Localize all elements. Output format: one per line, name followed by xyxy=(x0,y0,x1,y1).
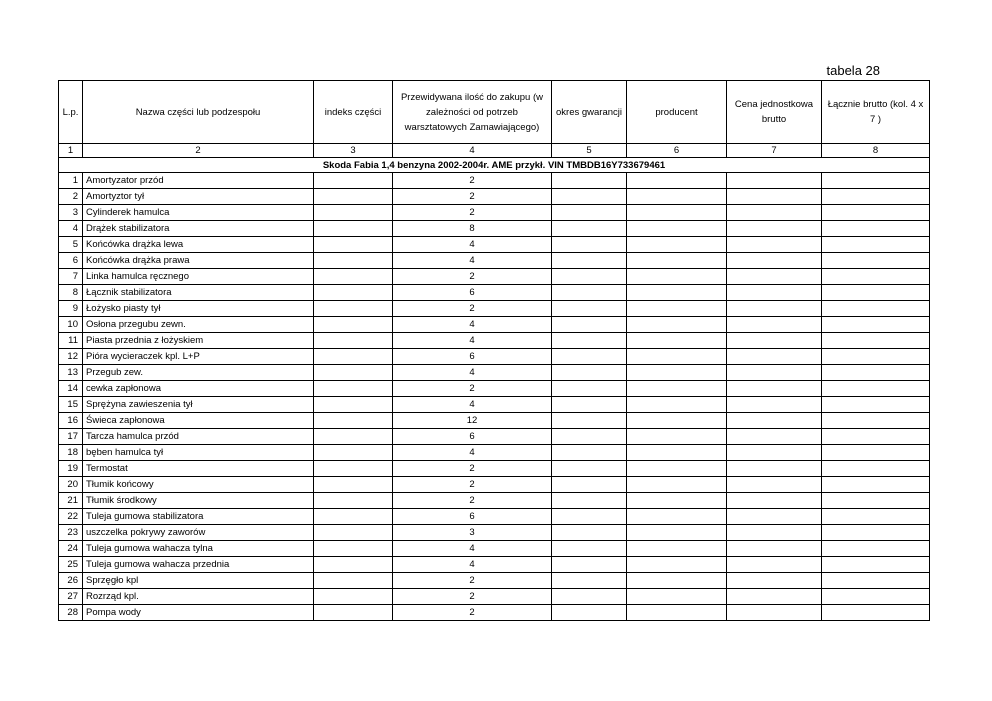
row-total xyxy=(822,397,930,413)
row-quantity: 2 xyxy=(393,269,552,285)
table-row xyxy=(59,413,930,429)
row-warranty xyxy=(552,477,627,493)
row-producer xyxy=(627,189,727,205)
row-producer xyxy=(627,493,727,509)
row-warranty xyxy=(552,573,627,589)
row-producer xyxy=(627,541,727,557)
row-warranty xyxy=(552,365,627,381)
row-warranty xyxy=(552,461,627,477)
row-total xyxy=(822,589,930,605)
row-warranty xyxy=(552,397,627,413)
row-unit-price xyxy=(727,189,822,205)
row-part-index xyxy=(314,285,393,301)
column-number: 6 xyxy=(627,144,727,158)
row-producer xyxy=(627,461,727,477)
table-row xyxy=(59,205,930,221)
row-part-name: Pióra wycieraczek kpl. L+P xyxy=(83,349,314,365)
row-quantity: 4 xyxy=(393,397,552,413)
row-part-name: Łącznik stabilizatora xyxy=(83,285,314,301)
column-number-row xyxy=(59,144,930,158)
row-unit-price xyxy=(727,349,822,365)
row-part-name: Świeca zapłonowa xyxy=(83,413,314,429)
row-quantity: 4 xyxy=(393,445,552,461)
row-part-name: Łożysko piasty tył xyxy=(83,301,314,317)
row-producer xyxy=(627,253,727,269)
row-unit-price xyxy=(727,237,822,253)
table-row xyxy=(59,461,930,477)
row-quantity: 4 xyxy=(393,333,552,349)
table-row xyxy=(59,333,930,349)
row-unit-price xyxy=(727,269,822,285)
row-total xyxy=(822,413,930,429)
row-part-index xyxy=(314,333,393,349)
row-producer xyxy=(627,477,727,493)
row-part-index xyxy=(314,509,393,525)
row-lp: 2 xyxy=(59,189,83,205)
row-total xyxy=(822,525,930,541)
row-unit-price xyxy=(727,605,822,621)
row-part-name: Tuleja gumowa wahacza przednia xyxy=(83,557,314,573)
row-lp: 5 xyxy=(59,237,83,253)
row-part-index xyxy=(314,413,393,429)
row-part-index xyxy=(314,381,393,397)
row-quantity: 2 xyxy=(393,173,552,189)
row-unit-price xyxy=(727,173,822,189)
row-quantity: 2 xyxy=(393,461,552,477)
row-part-name: Przegub zew. xyxy=(83,365,314,381)
table-row xyxy=(59,493,930,509)
row-unit-price xyxy=(727,525,822,541)
row-unit-price xyxy=(727,301,822,317)
row-unit-price xyxy=(727,461,822,477)
row-lp: 24 xyxy=(59,541,83,557)
table-row xyxy=(59,269,930,285)
row-part-index xyxy=(314,589,393,605)
row-total xyxy=(822,557,930,573)
header-unit-price: Cena jednostkowa brutto xyxy=(727,81,822,144)
header-warranty: okres gwarancji xyxy=(552,81,627,144)
row-total xyxy=(822,237,930,253)
row-lp: 21 xyxy=(59,493,83,509)
row-unit-price xyxy=(727,429,822,445)
row-unit-price xyxy=(727,221,822,237)
row-warranty xyxy=(552,221,627,237)
table-row xyxy=(59,189,930,205)
column-number: 3 xyxy=(314,144,393,158)
row-part-index xyxy=(314,349,393,365)
row-part-index xyxy=(314,445,393,461)
row-lp: 10 xyxy=(59,317,83,333)
row-quantity: 2 xyxy=(393,381,552,397)
row-part-name: Sprężyna zawieszenia tył xyxy=(83,397,314,413)
row-lp: 22 xyxy=(59,509,83,525)
header-lp: L.p. xyxy=(59,81,83,144)
row-part-index xyxy=(314,189,393,205)
row-quantity: 12 xyxy=(393,413,552,429)
row-warranty xyxy=(552,589,627,605)
row-producer xyxy=(627,237,727,253)
table-row xyxy=(59,445,930,461)
row-warranty xyxy=(552,317,627,333)
header-total: Łącznie brutto (kol. 4 x 7 ) xyxy=(822,81,930,144)
row-part-name: Termostat xyxy=(83,461,314,477)
row-quantity: 6 xyxy=(393,509,552,525)
row-part-index xyxy=(314,541,393,557)
row-producer xyxy=(627,269,727,285)
row-part-name: Tuleja gumowa stabilizatora xyxy=(83,509,314,525)
row-lp: 26 xyxy=(59,573,83,589)
row-lp: 19 xyxy=(59,461,83,477)
row-lp: 13 xyxy=(59,365,83,381)
row-warranty xyxy=(552,253,627,269)
row-producer xyxy=(627,349,727,365)
row-producer xyxy=(627,589,727,605)
row-producer xyxy=(627,429,727,445)
row-warranty xyxy=(552,173,627,189)
table-row xyxy=(59,477,930,493)
row-warranty xyxy=(552,445,627,461)
row-unit-price xyxy=(727,493,822,509)
table-row xyxy=(59,285,930,301)
row-part-index xyxy=(314,525,393,541)
row-warranty xyxy=(552,333,627,349)
row-quantity: 2 xyxy=(393,493,552,509)
row-total xyxy=(822,285,930,301)
table-row xyxy=(59,173,930,189)
row-unit-price xyxy=(727,205,822,221)
row-unit-price xyxy=(727,541,822,557)
row-part-name: Drążek stabilizatora xyxy=(83,221,314,237)
row-part-name: bęben hamulca tył xyxy=(83,445,314,461)
row-total xyxy=(822,381,930,397)
row-lp: 11 xyxy=(59,333,83,349)
row-lp: 27 xyxy=(59,589,83,605)
row-warranty xyxy=(552,509,627,525)
row-total xyxy=(822,429,930,445)
row-unit-price xyxy=(727,573,822,589)
row-producer xyxy=(627,365,727,381)
column-number: 8 xyxy=(822,144,930,158)
row-total xyxy=(822,253,930,269)
row-part-index xyxy=(314,477,393,493)
row-lp: 9 xyxy=(59,301,83,317)
row-producer xyxy=(627,317,727,333)
row-part-name: Amortyzator przód xyxy=(83,173,314,189)
row-total xyxy=(822,477,930,493)
row-quantity: 2 xyxy=(393,477,552,493)
row-part-name: Sprzęgło kpl xyxy=(83,573,314,589)
row-quantity: 4 xyxy=(393,557,552,573)
row-lp: 15 xyxy=(59,397,83,413)
row-part-index xyxy=(314,301,393,317)
row-part-name: Tuleja gumowa wahacza tylna xyxy=(83,541,314,557)
row-quantity: 6 xyxy=(393,349,552,365)
row-producer xyxy=(627,221,727,237)
row-producer xyxy=(627,381,727,397)
row-quantity: 2 xyxy=(393,589,552,605)
row-quantity: 4 xyxy=(393,317,552,333)
row-warranty xyxy=(552,605,627,621)
row-total xyxy=(822,349,930,365)
table-row xyxy=(59,237,930,253)
row-unit-price xyxy=(727,333,822,349)
row-total xyxy=(822,541,930,557)
row-part-index xyxy=(314,429,393,445)
row-part-name: Osłona przegubu zewn. xyxy=(83,317,314,333)
row-quantity: 3 xyxy=(393,525,552,541)
row-producer xyxy=(627,397,727,413)
table-row xyxy=(59,221,930,237)
parts-table xyxy=(58,80,930,621)
row-part-name: Cylinderek hamulca xyxy=(83,205,314,221)
row-quantity: 4 xyxy=(393,365,552,381)
row-part-index xyxy=(314,557,393,573)
row-quantity: 4 xyxy=(393,253,552,269)
row-part-index xyxy=(314,173,393,189)
row-producer xyxy=(627,525,727,541)
row-quantity: 2 xyxy=(393,573,552,589)
row-lp: 20 xyxy=(59,477,83,493)
row-part-name: Tarcza hamulca przód xyxy=(83,429,314,445)
row-lp: 17 xyxy=(59,429,83,445)
row-total xyxy=(822,173,930,189)
row-warranty xyxy=(552,413,627,429)
row-unit-price xyxy=(727,285,822,301)
row-part-name: Linka hamulca ręcznego xyxy=(83,269,314,285)
row-part-name: Pompa wody xyxy=(83,605,314,621)
row-lp: 18 xyxy=(59,445,83,461)
table-row xyxy=(59,605,930,621)
table-row xyxy=(59,365,930,381)
row-warranty xyxy=(552,557,627,573)
row-part-name: Tłumik środkowy xyxy=(83,493,314,509)
row-warranty xyxy=(552,301,627,317)
row-warranty xyxy=(552,429,627,445)
row-warranty xyxy=(552,349,627,365)
row-lp: 25 xyxy=(59,557,83,573)
row-warranty xyxy=(552,189,627,205)
row-producer xyxy=(627,205,727,221)
row-part-name: Rozrząd kpl. xyxy=(83,589,314,605)
row-unit-price xyxy=(727,381,822,397)
row-lp: 12 xyxy=(59,349,83,365)
row-warranty xyxy=(552,205,627,221)
row-part-index xyxy=(314,221,393,237)
row-part-name: cewka zapłonowa xyxy=(83,381,314,397)
row-part-index xyxy=(314,397,393,413)
row-unit-price xyxy=(727,477,822,493)
row-quantity: 4 xyxy=(393,237,552,253)
row-part-name: Tłumik końcowy xyxy=(83,477,314,493)
row-lp: 8 xyxy=(59,285,83,301)
row-total xyxy=(822,461,930,477)
table-row xyxy=(59,317,930,333)
row-unit-price xyxy=(727,509,822,525)
row-part-name: Końcówka drążka lewa xyxy=(83,237,314,253)
row-part-name: uszczelka pokrywy zaworów xyxy=(83,525,314,541)
row-total xyxy=(822,573,930,589)
row-quantity: 2 xyxy=(393,189,552,205)
row-unit-price xyxy=(727,589,822,605)
row-lp: 1 xyxy=(59,173,83,189)
row-unit-price xyxy=(727,397,822,413)
row-part-index xyxy=(314,253,393,269)
column-number: 1 xyxy=(59,144,83,158)
row-part-index xyxy=(314,605,393,621)
row-producer xyxy=(627,557,727,573)
row-producer xyxy=(627,285,727,301)
table-row xyxy=(59,525,930,541)
row-total xyxy=(822,221,930,237)
table-row xyxy=(59,397,930,413)
row-part-index xyxy=(314,317,393,333)
row-total xyxy=(822,269,930,285)
row-warranty xyxy=(552,381,627,397)
row-warranty xyxy=(552,269,627,285)
table-number-label: tabela 28 xyxy=(826,63,880,78)
row-warranty xyxy=(552,285,627,301)
header-producer: producent xyxy=(627,81,727,144)
row-quantity: 6 xyxy=(393,429,552,445)
table-row xyxy=(59,253,930,269)
row-lp: 7 xyxy=(59,269,83,285)
row-quantity: 2 xyxy=(393,205,552,221)
row-quantity: 8 xyxy=(393,221,552,237)
row-lp: 23 xyxy=(59,525,83,541)
table-row xyxy=(59,589,930,605)
table-row xyxy=(59,349,930,365)
table-row xyxy=(59,557,930,573)
row-part-name: Piasta przednia z łożyskiem xyxy=(83,333,314,349)
table-row xyxy=(59,573,930,589)
column-number: 7 xyxy=(727,144,822,158)
row-unit-price xyxy=(727,445,822,461)
section-title: Skoda Fabia 1,4 benzyna 2002-2004r. AME przykł. VIN TMBDB16Y733679461 xyxy=(59,158,930,173)
row-producer xyxy=(627,445,727,461)
row-part-index xyxy=(314,573,393,589)
row-producer xyxy=(627,573,727,589)
row-part-name: Końcówka drążka prawa xyxy=(83,253,314,269)
row-part-name: Amortyztor tył xyxy=(83,189,314,205)
row-lp: 16 xyxy=(59,413,83,429)
row-part-index xyxy=(314,365,393,381)
row-lp: 4 xyxy=(59,221,83,237)
row-total xyxy=(822,205,930,221)
row-quantity: 2 xyxy=(393,605,552,621)
row-warranty xyxy=(552,237,627,253)
table-row xyxy=(59,381,930,397)
row-producer xyxy=(627,605,727,621)
row-warranty xyxy=(552,525,627,541)
table-row xyxy=(59,429,930,445)
row-producer xyxy=(627,173,727,189)
row-total xyxy=(822,301,930,317)
row-part-index xyxy=(314,237,393,253)
column-number: 4 xyxy=(393,144,552,158)
column-number: 2 xyxy=(83,144,314,158)
row-warranty xyxy=(552,541,627,557)
row-total xyxy=(822,493,930,509)
row-total xyxy=(822,509,930,525)
header-part-index: indeks części xyxy=(314,81,393,144)
row-lp: 6 xyxy=(59,253,83,269)
row-unit-price xyxy=(727,413,822,429)
row-unit-price xyxy=(727,253,822,269)
row-quantity: 6 xyxy=(393,285,552,301)
section-row xyxy=(59,158,930,173)
table-row xyxy=(59,509,930,525)
row-total xyxy=(822,445,930,461)
row-total xyxy=(822,365,930,381)
row-total xyxy=(822,189,930,205)
header-quantity: Przewidywana ilość do zakupu (w zależności od potrzeb warsztatowych Zamawiającego) xyxy=(393,81,552,144)
header-row xyxy=(59,81,930,144)
row-lp: 3 xyxy=(59,205,83,221)
row-unit-price xyxy=(727,557,822,573)
row-lp: 28 xyxy=(59,605,83,621)
row-producer xyxy=(627,413,727,429)
row-unit-price xyxy=(727,317,822,333)
table-row xyxy=(59,541,930,557)
row-producer xyxy=(627,333,727,349)
row-producer xyxy=(627,509,727,525)
row-part-index xyxy=(314,269,393,285)
row-quantity: 2 xyxy=(393,301,552,317)
row-total xyxy=(822,333,930,349)
row-total xyxy=(822,605,930,621)
row-part-index xyxy=(314,493,393,509)
row-part-index xyxy=(314,461,393,477)
row-producer xyxy=(627,301,727,317)
header-part-name: Nazwa części lub podzespołu xyxy=(83,81,314,144)
row-unit-price xyxy=(727,365,822,381)
row-quantity: 4 xyxy=(393,541,552,557)
table-row xyxy=(59,301,930,317)
row-lp: 14 xyxy=(59,381,83,397)
row-warranty xyxy=(552,493,627,509)
row-part-index xyxy=(314,205,393,221)
column-number: 5 xyxy=(552,144,627,158)
row-total xyxy=(822,317,930,333)
